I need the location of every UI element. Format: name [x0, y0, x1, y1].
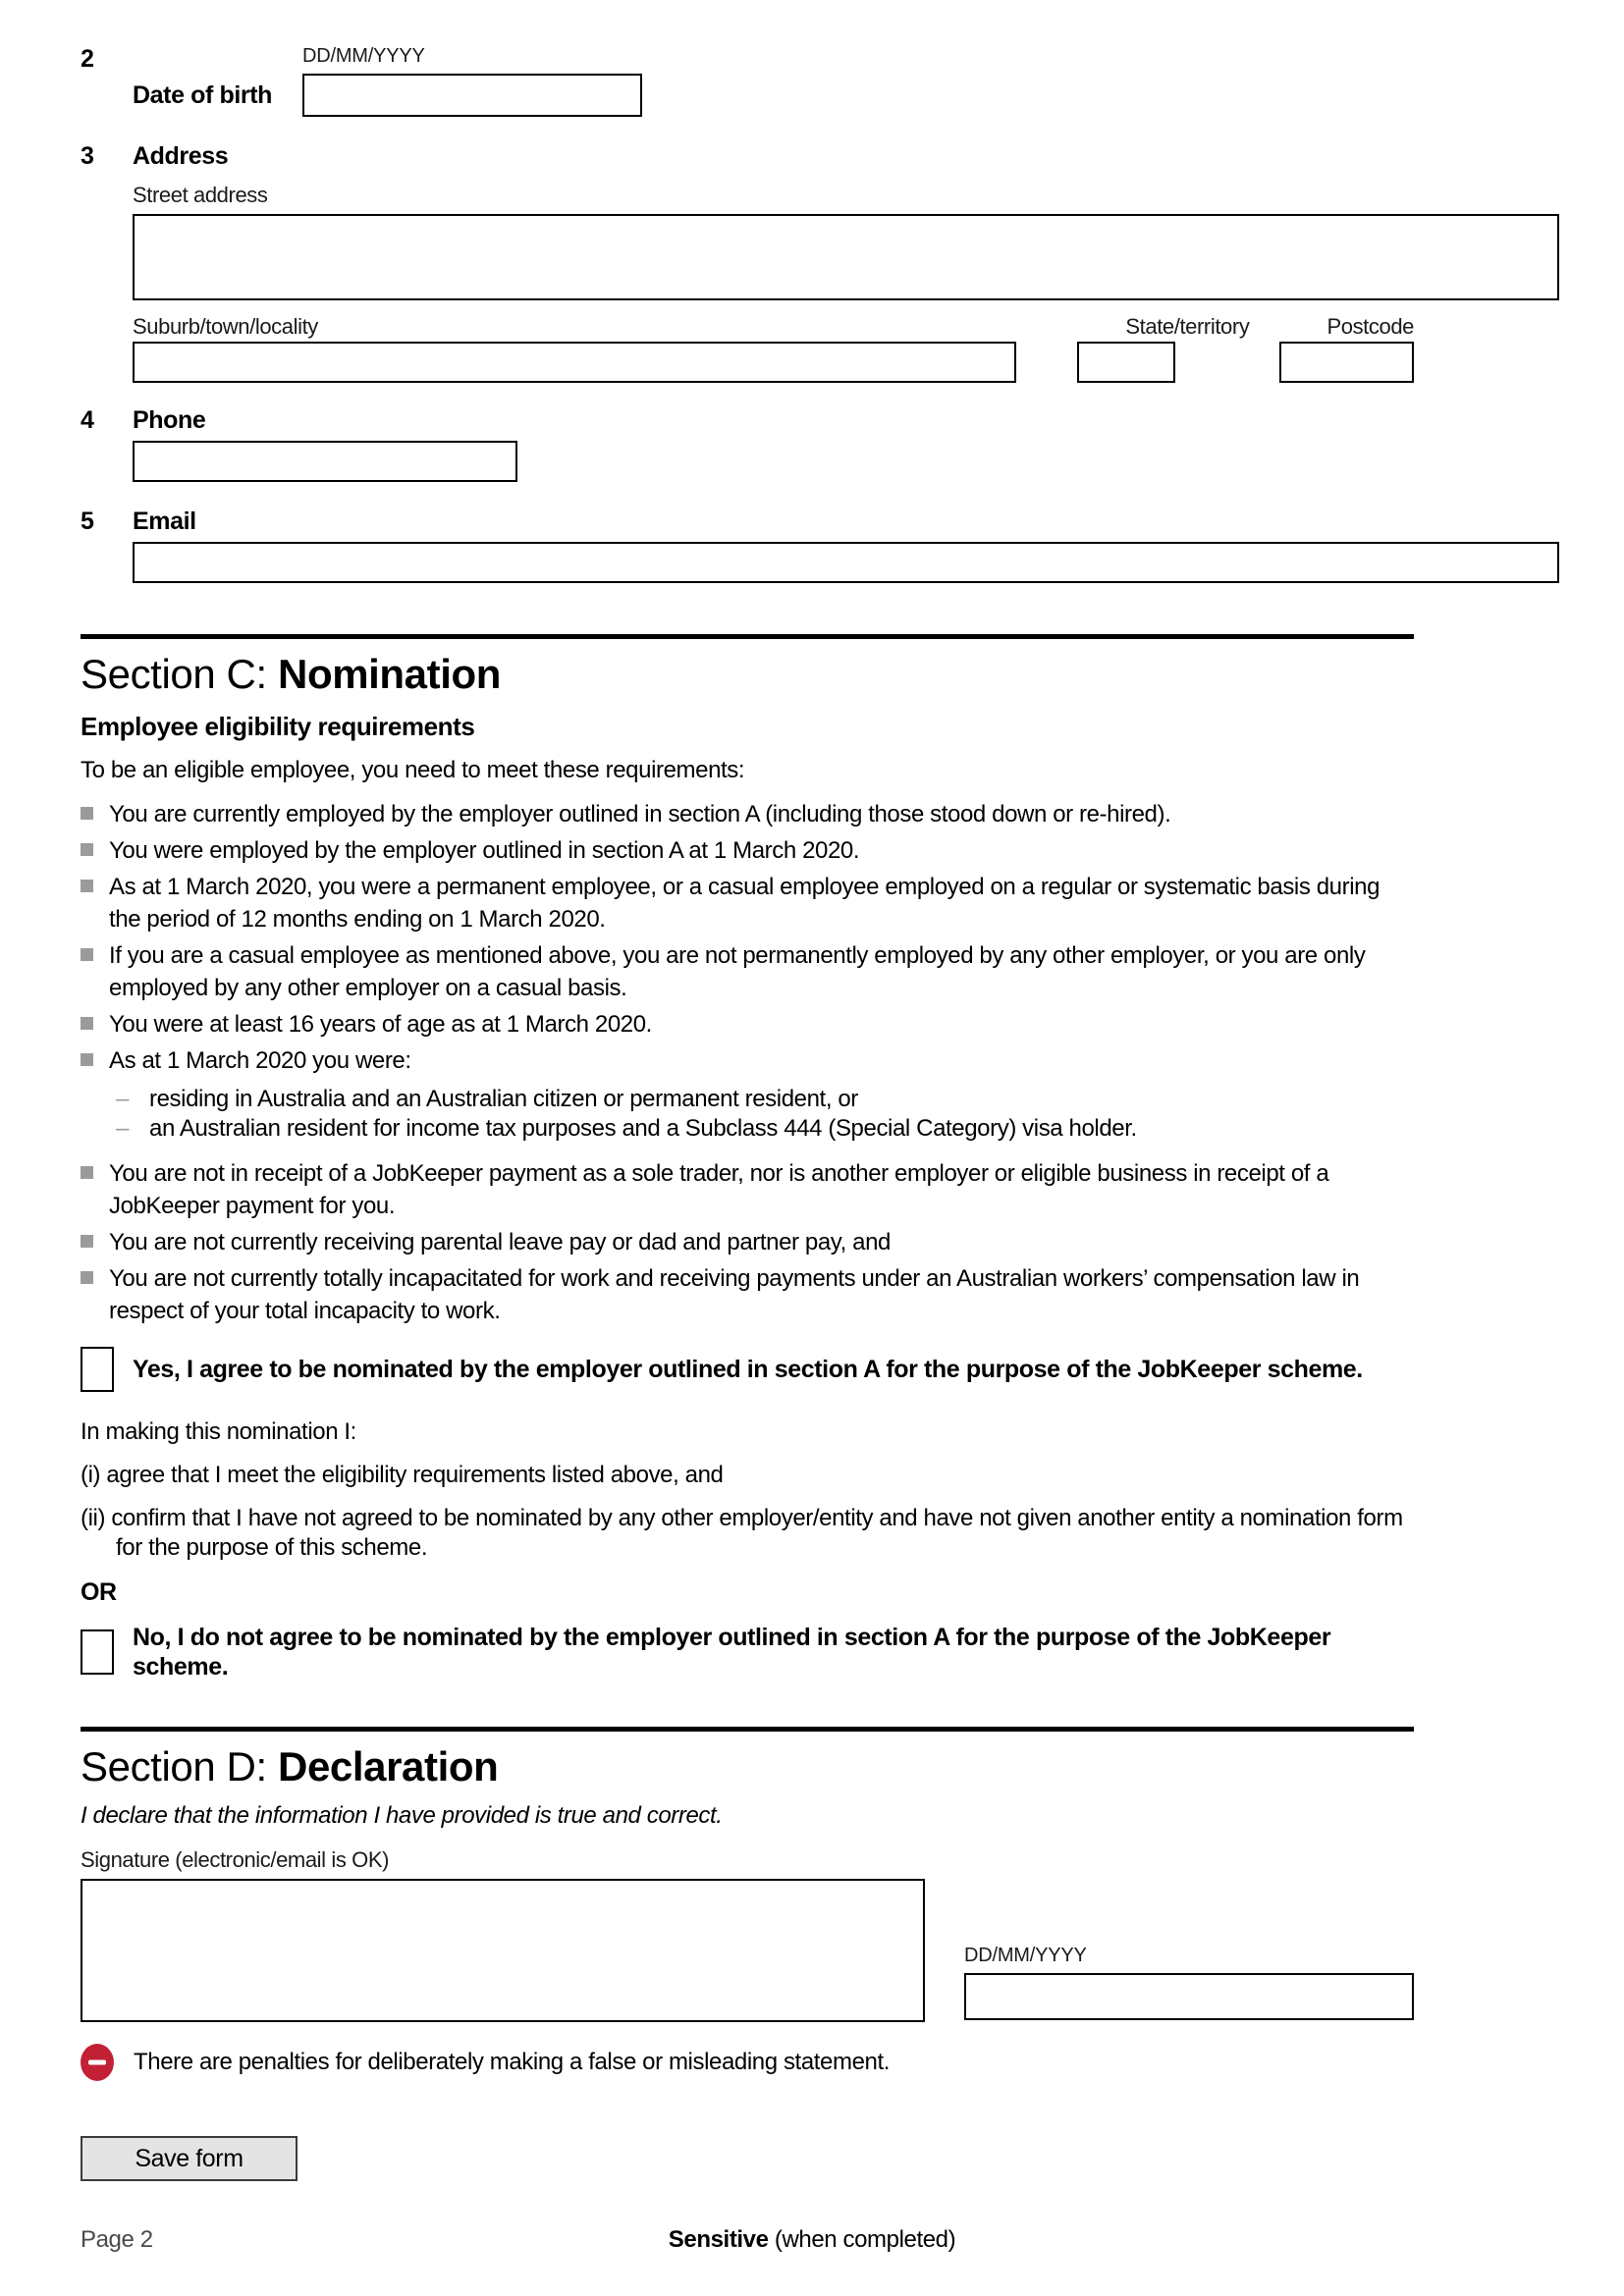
yes-nomination-row: [81, 1347, 1414, 1392]
list-item-text: You are not currently receiving parental leave pay or dad and partner pay, and: [109, 1229, 892, 1255]
sub-list-item: [116, 1085, 1414, 1114]
signature-input[interactable]: [81, 1879, 925, 2022]
bullet-square-icon: [81, 1053, 93, 1066]
date-format-hint: DD/MM/YYYY: [964, 1945, 1087, 1966]
penalty-note-row: [81, 2044, 1414, 2081]
eligibility-intro: To be an eligible employee, you need to meet these requirements:: [81, 757, 745, 783]
sub-list-item-text: residing in Australia and an Australian citizen or permanent resident, or: [149, 1086, 858, 1112]
list-item-text: If you are a casual employee as mentioned above, you are not permanently employed by any other employer, or you are only employed by any other employer on a casual basis.: [109, 942, 1366, 1001]
question-email: [81, 507, 1414, 583]
yes-checkbox[interactable]: [81, 1347, 114, 1392]
save-form-button[interactable]: Save form: [81, 2136, 298, 2181]
street-address-input[interactable]: [133, 214, 1559, 300]
question-number: 2: [81, 45, 94, 73]
suburb-input[interactable]: [133, 342, 1016, 383]
section-c-prefix: Section C:: [81, 651, 279, 697]
nomination-point-ii: (ii) confirm that I have not agreed to be nominated by any other employer/entity and have not given another entity a nomination form for the purpose of this scheme.: [81, 1505, 1403, 1561]
question-number: 4: [81, 406, 94, 434]
no-checkbox[interactable]: [81, 1629, 114, 1675]
nomination-intro: In making this nomination I:: [81, 1418, 356, 1445]
question-number: 5: [81, 507, 94, 535]
sensitive-bold: Sensitive: [668, 2226, 769, 2253]
dash-icon: –: [116, 1115, 129, 1142]
list-item-text: You were at least 16 years of age as at 1 March 2020.: [109, 1011, 652, 1038]
list-item-text: You are not currently totally incapacitated for work and receiving payments under an Australian workers’ compensation law in respect of your total incapacity to work.: [109, 1265, 1360, 1324]
question-date-of-birth: [81, 45, 1414, 117]
phone-label: Phone: [133, 406, 206, 434]
list-item: [81, 1157, 1414, 1222]
date-of-birth-input[interactable]: [302, 74, 642, 117]
or-label: OR: [81, 1578, 117, 1606]
date-of-birth-label: Date of birth: [133, 80, 273, 109]
state-input[interactable]: [1077, 342, 1175, 383]
list-item-text: You are currently employed by the employer outlined in section A (including those stood down or re-hired).: [109, 801, 1171, 828]
list-item: [81, 1226, 1414, 1258]
page-number: Page 2: [81, 2226, 153, 2253]
list-item-text: As at 1 March 2020, you were a permanent employee, or a casual employee employed on a regular or systematic basis during the period of 12 months ending on 1 March 2020.: [109, 874, 1380, 933]
suburb-label: Suburb/town/locality: [133, 314, 318, 339]
bullet-square-icon: [81, 1235, 93, 1248]
sub-list-item: [116, 1114, 1414, 1144]
section-c-heading: [81, 651, 1414, 698]
list-item: [81, 1044, 1414, 1077]
email-input[interactable]: [133, 542, 1559, 583]
yes-checkbox-label: Yes, I agree to be nominated by the employer outlined in section A for the purpose of the JobKeeper scheme.: [133, 1356, 1363, 1383]
declaration-date-cluster: [964, 1945, 1414, 2020]
eligibility-subheading: Employee eligibility requirements: [81, 712, 475, 741]
question-address: [81, 142, 1414, 383]
section-divider: [81, 634, 1414, 639]
postcode-label: Postcode: [1326, 314, 1414, 339]
bullet-square-icon: [81, 807, 93, 820]
street-address-label: Street address: [133, 183, 268, 207]
list-item: [81, 939, 1414, 1004]
bullet-square-icon: [81, 948, 93, 961]
state-label: State/territory: [1125, 314, 1250, 339]
list-item-text: You are not in receipt of a JobKeeper payment as a sole trader, nor is another employer or eligible business in receipt of a JobKeeper payment for you.: [109, 1160, 1329, 1219]
eligibility-list: [81, 798, 1414, 1077]
minus-icon: [88, 2060, 106, 2065]
signature-label: Signature (electronic/email is OK): [81, 1847, 390, 1872]
list-item-text: As at 1 March 2020 you were:: [109, 1047, 411, 1074]
list-item: [81, 834, 1414, 867]
email-label: Email: [133, 507, 196, 535]
bullet-square-icon: [81, 880, 93, 892]
postcode-input[interactable]: [1279, 342, 1414, 383]
section-d-prefix: Section D:: [81, 1743, 279, 1789]
address-label: Address: [133, 142, 229, 170]
penalty-icon: [81, 2044, 114, 2081]
bullet-square-icon: [81, 1166, 93, 1179]
bullet-square-icon: [81, 1017, 93, 1030]
page-footer: [0, 2226, 1624, 2260]
sensitive-rest: (when completed): [768, 2226, 956, 2253]
residency-sublist: [116, 1085, 1414, 1144]
nomination-point-i: (i) agree that I meet the eligibility requirements listed above, and: [81, 1462, 724, 1488]
no-nomination-row: [81, 1623, 1414, 1682]
dash-icon: –: [116, 1086, 129, 1112]
date-format-hint: DD/MM/YYYY: [302, 45, 425, 67]
section-d-heading: [81, 1743, 1414, 1790]
bullet-square-icon: [81, 1271, 93, 1284]
no-checkbox-label: No, I do not agree to be nominated by the employer outlined in section A for the purpose of the JobKeeper scheme.: [133, 1624, 1331, 1681]
list-item: [81, 871, 1414, 935]
list-item: [81, 798, 1414, 830]
section-divider: [81, 1727, 1414, 1732]
penalty-note-text: There are penalties for deliberately making a false or misleading statement.: [134, 2049, 891, 2075]
bullet-square-icon: [81, 843, 93, 856]
list-item: [81, 1008, 1414, 1041]
eligibility-list-continued: [81, 1157, 1414, 1327]
section-d-title: Declaration: [278, 1743, 499, 1789]
question-phone: [81, 406, 1414, 482]
list-item: [81, 1262, 1414, 1327]
phone-input[interactable]: [133, 441, 517, 482]
declaration-statement: I declare that the information I have provided is true and correct.: [81, 1802, 723, 1829]
question-number: 3: [81, 142, 94, 170]
declaration-date-input[interactable]: [964, 1973, 1414, 2020]
sensitive-marking: [669, 2226, 955, 2254]
list-item-text: You were employed by the employer outlined in section A at 1 March 2020.: [109, 837, 860, 864]
section-c-title: Nomination: [278, 651, 502, 697]
sub-list-item-text: an Australian resident for income tax purposes and a Subclass 444 (Special Category) visa holder.: [149, 1115, 1137, 1142]
